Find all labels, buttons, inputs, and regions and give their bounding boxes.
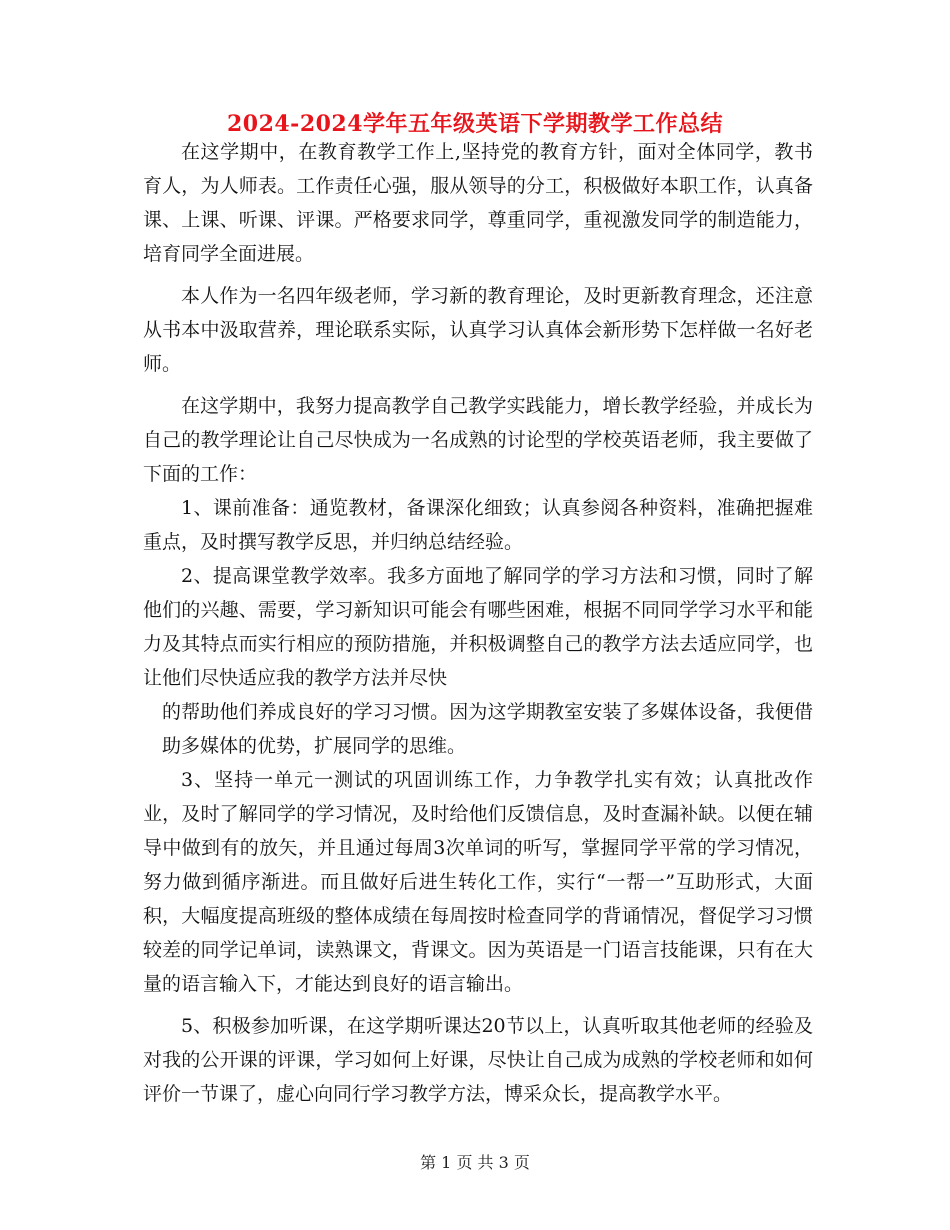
page-number: 第 1 页 共 3 页	[420, 1153, 530, 1172]
paragraph-item-2-cont: 的帮助他们养成良好的学习习惯。因为这学期教室安装了多媒体设备，我便借助多媒体的优势，扩展同学的思维。	[162, 701, 813, 757]
paragraph-semester: 在这学期中，我努力提高教学自己教学实践能力，增长教学经验，并成长为自己的教学理论让自己尽快成为一名成熟的讨论型的学校英语老师，我主要做了下面的工作：	[143, 395, 813, 485]
paragraph-item-3: 3、坚持一单元一测试的巩固训练工作，力争教学扎实有效；认真批改作业，及时了解同学的学习情况，及时给他们反馈信息，及时查漏补缺。以便在辅导中做到有的放矢，并且通过每周3次单词的听写，掌握同学平常的学习情况，努力做到循序渐进。而且做好后进生转化工作，实行“一帮一”互助形式，大面积，大幅度提高班级的整体成绩在每周按时检查同学的背诵情况，督促学习习惯较差的同学记单词，读熟课文，背课文。因为英语是一门语言技能课，只有在大量的语言输入下，才能达到良好的语言输出。	[143, 769, 813, 995]
paragraph-intro: 在这学期中，在教育教学工作上,坚持党的教育方针，面对全体同学，教书育人，为人师表。工作责任心强，服从领导的分工，积极做好本职工作，认真备课、上课、听课、评课。严格要求同学，尊重同学，重视激发同学的制造能力，培育同学全面进展。	[143, 141, 813, 265]
paragraph-item-5: 5、积极参加听课，在这学期听课达20节以上，认真听取其他老师的经验及对我的公开课的评课，学习如何上好课，尽快让自己成为成熟的学校老师和如何评价一节课了，虚心向同行学习教学方法，博采众长，提高教学水平。	[143, 1015, 813, 1105]
paragraph-self: 本人作为一名四年级老师，学习新的教育理论，及时更新教育理念，还注意从书本中汲取营养，理论联系实际，认真学习认真体会新形势下怎样做一名好老师。	[143, 285, 813, 375]
paragraph-item-1: 1、课前准备：通览教材，备课深化细致；认真参阅各种资料，准确把握难重点，及时撰写教学反思，并归纳总结经验。	[143, 497, 813, 553]
document-body	[143, 135, 813, 1111]
document-title: 2024-2024学年五年级英语下学期教学工作总结	[226, 111, 724, 137]
paragraph-item-2: 2、提高课堂教学效率。我多方面地了解同学的学习方法和习惯，同时了解他们的兴趣、需要，学习新知识可能会有哪些困难，根据不同同学学习水平和能力及其特点而实行相应的预防措施，并积极调整自己的教学方法去适应同学，也让他们尽快适应我的教学方法并尽快	[143, 565, 813, 689]
